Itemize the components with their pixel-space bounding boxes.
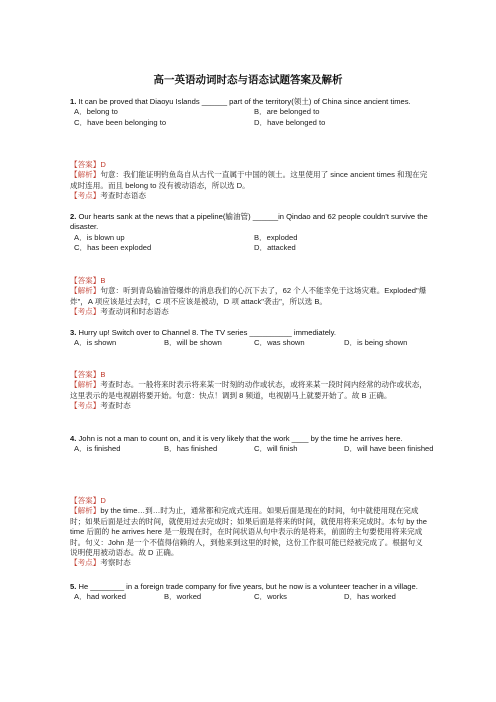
key-point-text: 考察时态: [100, 558, 131, 568]
question-stem: [70, 212, 430, 233]
option-a: A．is finished: [74, 444, 121, 454]
option-c: C．has been exploded: [74, 243, 152, 253]
answer-label: 【答案】: [70, 370, 101, 379]
question-number: 1.: [70, 97, 77, 106]
question-number: 3.: [70, 328, 77, 337]
options: [74, 107, 430, 128]
explanation-label: 【解析】: [70, 286, 101, 296]
question-stem: [70, 97, 430, 107]
key-point-label: 【考点】: [70, 307, 101, 317]
options: [74, 338, 430, 348]
key-point-text: 考查时态: [100, 401, 131, 411]
option-a: A．is shown: [74, 338, 117, 348]
answer-2: [70, 276, 430, 318]
explanation: [70, 170, 430, 191]
question-text: Our hearts sank at the news that a pipeline(输油管) ______in Qindao and 62 people couldn't survive the disaster.: [70, 212, 428, 232]
option-a: A．belong to: [74, 107, 118, 117]
answer-1: [70, 160, 430, 202]
option-d: D．will have been finished: [344, 444, 434, 454]
question-3: [70, 328, 430, 349]
option-d: D．have belonged to: [254, 117, 326, 127]
option-d: D．has worked: [344, 592, 396, 602]
question-stem: [70, 434, 430, 444]
answer-line: [70, 370, 430, 380]
question-5: [70, 582, 430, 603]
explanation-label: 【解析】: [70, 170, 101, 180]
question-stem: [70, 582, 430, 592]
option-c: C．will finish: [254, 444, 298, 454]
explanation-text: 考查时态。一般将来时表示将来某一时刻的动作或状态，或将来某一段时间内经常的动作或状态，这里表示的是电视剧将要开始。句意：快点！调到 8 频道，电视剧马上就要开始了。故 B 正确。: [70, 380, 427, 400]
option-a: A．had worked: [74, 592, 126, 602]
question-number: 4.: [70, 434, 77, 443]
key-point: [70, 191, 430, 201]
question-4: [70, 434, 434, 455]
key-point-label: 【考点】: [70, 191, 101, 201]
options: [74, 592, 430, 602]
question-text: John is not a man to count on, and it is very likely that the work ____ by the time he arrives here.: [78, 434, 403, 443]
explanation-label: 【解析】: [70, 380, 101, 390]
answer-label: 【答案】: [70, 276, 101, 285]
options: [74, 233, 430, 254]
question-number: 2.: [70, 212, 77, 221]
question-number: 5.: [70, 582, 77, 591]
answer-label: 【答案】: [70, 496, 101, 505]
answer-line: [70, 160, 430, 170]
key-point-label: 【考点】: [70, 558, 101, 568]
key-point-label: 【考点】: [70, 401, 101, 411]
key-point: [70, 401, 430, 411]
option-c: C．was shown: [254, 338, 305, 348]
question-1: [70, 97, 430, 128]
option-b: B．will be shown: [164, 338, 222, 348]
explanation-text: by the time…到…时为止，通常都和完成式连用。如果后面是现在的时间，句中就使用现在完成时；如果后面是过去的时间，就使用过去完成时；如果后面是将来的时间，就使用将来完成时。本句 by the time 后面的 he arrives here 是一般现在时，在时间状语从句中表示的是将来，前面的主句要使用将来完成时。句义：John 是一个不值得信赖的人，到他来到这里的时候，这份工作很可能已经被完成了。根据句义说明使用被动语态。故 D 正确。: [70, 506, 427, 558]
answer-value: B: [100, 370, 106, 379]
explanation-text: 句意：我们能证明钓鱼岛自从古代一直属于中国的领土。这里使用了 since ancient times 和现在完成时连用。而且 belong to 没有被动语态，所以选 D。: [70, 170, 428, 190]
answer-value: D: [100, 496, 106, 505]
explanation: [70, 380, 430, 401]
question-2: [70, 212, 430, 254]
key-point-text: 考查动词和时态语态: [100, 307, 169, 317]
option-b: B．has finished: [164, 444, 218, 454]
explanation: [70, 506, 430, 558]
question-text: Hurry up! Switch over to Channel 8. The TV series __________ immediately.: [78, 328, 336, 337]
option-b: B．worked: [164, 592, 202, 602]
answer-line: [70, 496, 430, 506]
explanation-text: 句意：听到青岛输油管爆炸的消息我们的心沉下去了，62 个人不能幸免于这场灾难。Exploded"爆炸"，A 项应该是过去时，C 项不应该是被动，D 项 attack"袭击"，所以选 B。: [70, 286, 427, 306]
option-c: C．works: [254, 592, 287, 602]
key-point-text: 考查时态语态: [100, 191, 146, 201]
question-text: He ________ in a foreign trade company for five years, but he now is a volunteer teacher in a village.: [78, 582, 418, 591]
explanation: [70, 286, 430, 307]
key-point: [70, 307, 430, 317]
answer-4: [70, 496, 430, 569]
option-b: B．exploded: [254, 232, 298, 242]
option-b: B．are belonged to: [254, 107, 320, 117]
question-stem: [70, 328, 430, 338]
answer-3: [70, 370, 430, 412]
question-text: It can be proved that Diaoyu Islands ______ part of the territory(领土) of China since ancient times.: [78, 97, 411, 106]
option-c: C．have been belonging to: [74, 117, 167, 127]
answer-value: D: [100, 160, 106, 169]
option-a: A．is blown up: [74, 232, 125, 242]
explanation-label: 【解析】: [70, 506, 101, 516]
option-d: D．attacked: [254, 243, 296, 253]
page-title: 高一英语动词时态与语态试题答案及解析: [153, 74, 343, 86]
options: [74, 444, 434, 454]
option-d: D．is being shown: [344, 338, 408, 348]
key-point: [70, 558, 430, 568]
answer-label: 【答案】: [70, 160, 101, 169]
answer-line: [70, 276, 430, 286]
answer-value: B: [100, 276, 106, 285]
